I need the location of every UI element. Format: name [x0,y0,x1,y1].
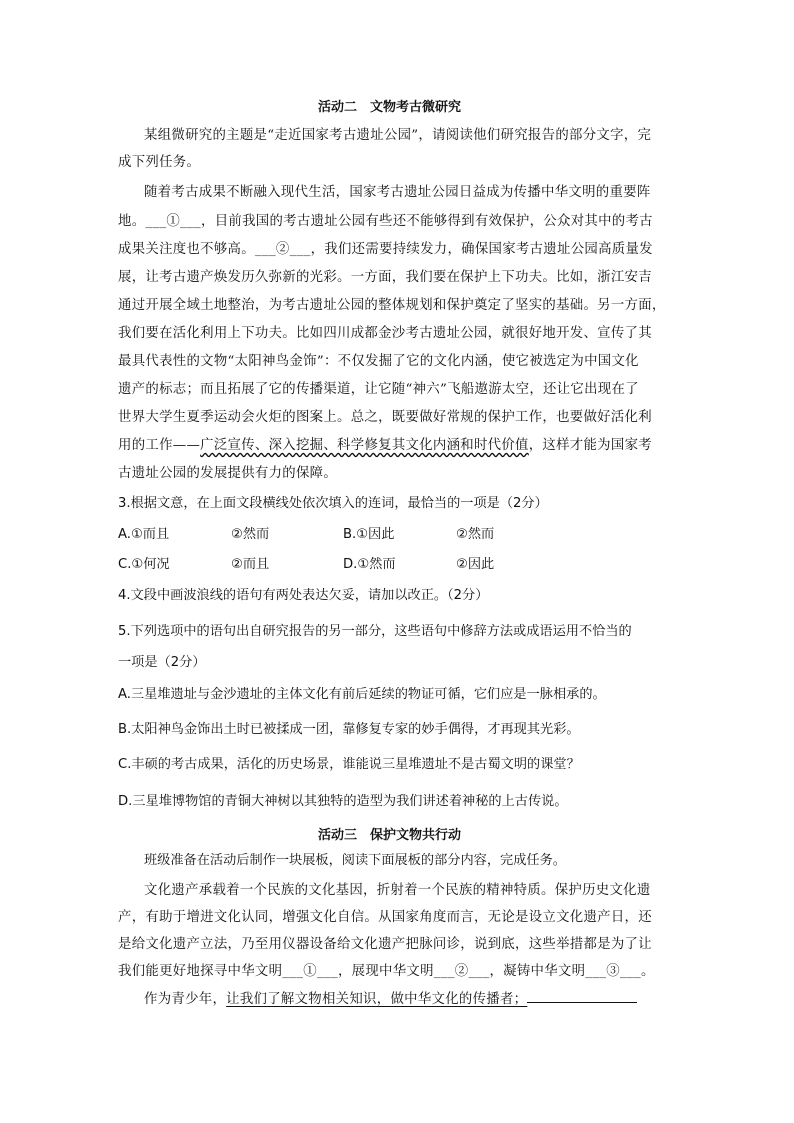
activity2-intro-line1: 某组微研究的主题是“走近国家考古遗址公园”，请阅读他们研究报告的部分文字，完 [144,128,652,143]
last-line-prefix: 作为青少年， [144,992,227,1007]
answer-blank[interactable] [527,990,637,1003]
passage-line: 通过开展全域土地整治，为考古遗址公园的整体规划和保护奠定了坚实的基础。另一方面， [118,298,666,313]
q5-option-b: B.太阳神鸟金饰出土时已被揉成一团，靠修复专家的妙手偶得，才再现其光彩。 [118,722,580,737]
q3-option-a-part1: A.①而且 [118,527,170,542]
passage-line: 最具代表性的文物“太阳神鸟金饰”：不仅发掘了它的文化内涵，使它被选定为中国文化 [118,354,639,369]
question-5-stem-line2: 一项是（2分） [118,655,206,670]
q3-option-b-part1: B.①因此 [343,527,395,542]
passage-line: 我们要在活化利用上下功夫。比如四川成都金沙考古遗址公园，就很好地开发、宣传了其 [118,326,652,341]
display-board-line: 是给文化遗产立法，乃至用仪器设备给文化遗产把脉问诊，说到底，这些举措都是为了让 [118,937,652,952]
display-board-line: 产，有助于增进文化认同，增强文化自信。从国家角度而言，无论是设立文化遗产日，还 [118,910,652,925]
question-3-stem: 3.根据文意，在上面文段横线处依次填入的连词，最恰当的一项是（2分） [118,496,548,511]
question-5-stem-line1: 5.下列选项中的语句出自研究报告的另一部分，这些语句中修辞方法或成语运用不恰当的 [118,624,632,639]
q3-option-b-part2: ②然而 [456,527,495,542]
passage-line10-pre: 用的工作—— [118,438,201,453]
wavy-underlined-phrase: 广泛宣传、深入挖掘、科学修复其文化内涵和时代价值 [200,438,529,453]
question-4-stem: 4.文段中画波浪线的语句有两处表达欠妥，请加以改正。（2分） [118,588,489,603]
display-board-last-line [144,988,637,1007]
q3-option-a-part2: ②然而 [231,527,270,542]
q5-option-a: A.三星堆遗址与金沙遗址的主体文化有前后延续的物证可循，它们应是一脉相承的。 [118,687,606,702]
passage-line: 展，让考古遗产焕发历久弥新的光彩。一方面，我们要在保护上下功夫。比如，浙江安吉 [118,270,652,285]
passage-line: 遗产的标志；而且拓展了它的传播渠道，让它随“神六”飞船遨游太空，还让它出现在了 [118,382,639,397]
activity2-title: 活动二 文物考古微研究 [318,100,462,115]
q5-option-d: D.三星堆博物馆的青铜大神树以其独特的造型为我们讲述着神秘的上古传说。 [118,794,568,809]
q3-option-c-part2: ②而且 [231,557,270,572]
q3-option-d-part1: D.①然而 [343,557,396,572]
q3-option-d-part2: ②因此 [456,557,495,572]
passage-line: 世界大学生夏季运动会火炬的图案上。总之，既要做好常规的保护工作，也要做好活化利 [118,410,652,425]
q3-option-c-part1: C.①何况 [118,557,170,572]
q5-option-c: C.丰硕的考古成果，活化的历史场景，谁能说三星堆遗址不是古蜀文明的课堂？ [118,757,580,772]
passage-line: 地。___①___，目前我国的考古遗址公园有些还不能够得到有效保护，公众对其中的考古 [118,214,653,229]
passage-line10-post: ，这样才能为国家考 [528,438,652,453]
underlined-sentence: 让我们了解文物相关知识，做中华文化的传播者； [226,992,528,1007]
display-board-line: 我们能更好地探寻中华文明___①___，展现中华文明___②___，凝铸中华文明___③___。 [118,964,655,979]
activity3-title: 活动三 保护文物共行动 [318,828,462,843]
passage-line: 古遗址公园的发展提供有力的保障。 [118,466,338,481]
activity2-intro-line2: 成下列任务。 [118,155,201,170]
activity3-intro: 班级准备在活动后制作一块展板，阅读下面展板的部分内容，完成任务。 [144,853,566,868]
passage-line-with-wavy [118,434,652,453]
passage-line: 随着考古成果不断融入现代生活，国家考古遗址公园日益成为传播中华文明的重要阵 [144,185,651,200]
passage-line: 成果关注度也不够高。___②___，我们还需要持续发力，确保国家考古遗址公园高质量发 [118,242,653,257]
display-board-line: 文化遗产承载着一个民族的文化基因，折射着一个民族的精神特质。保护历史文化遗 [144,883,651,898]
